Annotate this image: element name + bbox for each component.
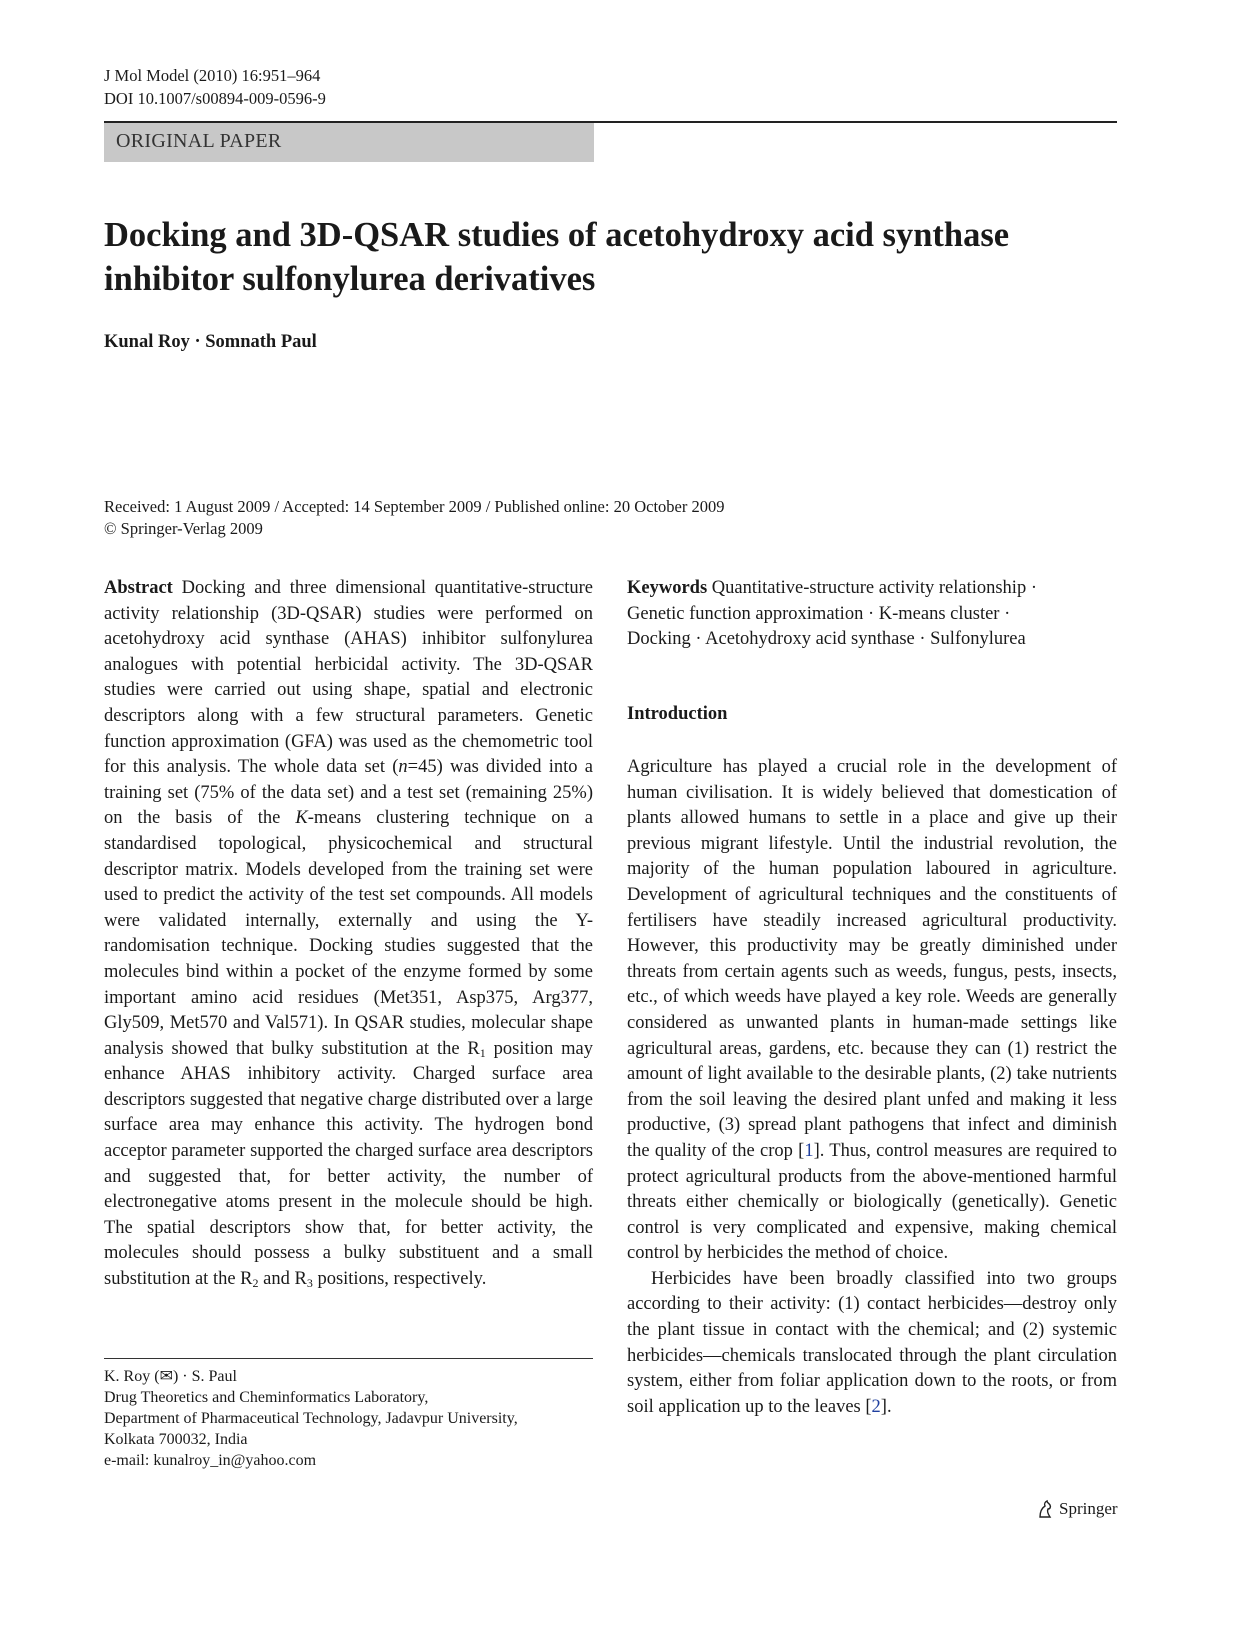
intro-text: ]. Thus, control measures are required to protect agricultural products from the above-mentioned harmful threats either chemically or biologically (genetically). Genetic control is very complicated and expensive, making chemical control by herbicides the method of choice. [627,1140,1118,1264]
affiliation-dept: Department of Pharmaceutical Technology, Jadavpur University, [104,1410,518,1427]
abstract-text: -means clustering technique on a standardised topological, physicochemical and structural descriptor matrix. Models developed from the training set were used to predict the activity of the test set compounds. All models were validated internally, externally and using the Y-randomisation technique. Docking studies suggested that the molecules bind within a pocket of the enzyme formed by some important amino acid residues (Met351, Asp375, Arg377, Gly509, Met570 and Val571). In QSAR studies, molecular shape analysis showed that bulky substitution at the R [104,808,594,1059]
author-2[interactable]: Somnath Paul [205,332,317,352]
keyword: Genetic function approximation [627,603,864,624]
keyword: Sulfonylurea [930,629,1026,650]
keyword: Docking [627,629,691,650]
keyword-separator: · [1004,603,1011,624]
abstract-text: position may enhance AHAS inhibitory activity. Charged surface area descriptors suggested that negative charge distributed over a large surface area may enhance this activity. The hydrogen bond acceptor parameter supported the charged surface area descriptors and suggested that, for better activity, the number of electronegative atoms present in the molecule should be high. The spatial descriptors show that, for better activity, the molecules should possess a bulky substituent and a small substitution at the R [104,1038,593,1290]
keyword-separator: · [919,629,926,650]
article-type-label: ORIGINAL PAPER [116,130,282,152]
abstract-text: =45) was divided into a training set (75% of the data set) and a test set (remaining 25%) on the basis of the [104,757,593,829]
keyword: Quantitative-structure activity relationship [711,578,1027,598]
abstract-n: n [398,757,408,778]
journal-doi: DOI 10.1007/s00894-009-0596-9 [104,89,326,108]
keyword-separator: · [867,603,875,624]
journal-citation: J Mol Model (2010) 16:951–964 [104,66,321,85]
abstract-text: and R [258,1269,307,1290]
date-line: Received: 1 August 2009 / Accepted: 14 September 2009 / Published online: 20 October 2009 [104,497,725,516]
affiliation-email[interactable]: e-mail: kunalroy_in@yahoo.com [104,1452,317,1469]
introduction-body [627,755,1117,1420]
keywords [627,576,1117,653]
reference-link[interactable]: 1 [804,1140,814,1161]
publication-dates [104,496,724,540]
author-1[interactable]: Kunal Roy [104,332,190,352]
intro-text: ]. [880,1396,892,1417]
abstract-k: K [295,808,308,829]
affiliation-names [104,1366,518,1387]
journal-info [104,64,326,110]
intro-text: Agriculture has played a crucial role in the development of human civilisation. It is widely believed that domestication of plants allowed humans to settle in a place and give up their previous migrant lifestyle. Until the industrial revolution, the majority of the human population laboured in agriculture. Development of agricultural techniques and the constituents of fertilisers have steadily increased agricultural productivity. However, this productivity may be greatly diminished under threats from certain agents such as weeds, fungus, pests, insects, etc., of which weeds have played a key role. Weeds are generally considered as unwanted plants in human-made settings like agricultural areas, gardens, etc. because they can (1) restrict the amount of light available to the desirable plants, (2) take nutrients from the soil leaving the desired plant unfed and making it less productive, (3) spread plant pathogens that infect and diminish the quality of the crop [ [627,757,1117,1161]
keyword: Acetohydroxy acid synthase [705,629,915,650]
author-affiliation [104,1366,518,1471]
article-type-banner [104,123,594,162]
intro-text: Herbicides have been broadly classified into two groups according to their activity: (1) contact herbicides—destroy only the plant tissue in contact with the chemical; and (2) systemic herbicides—chemicals translocated through the plant circulation system, either from foliar application down to the roots, or from soil application up to the leaves [ [627,1268,1117,1417]
abstract [104,576,593,1293]
keyword-separator: · [1030,578,1037,598]
keyword-separator: · [695,629,702,650]
abstract-text: Docking and three dimensional quantitative-structure activity relationship (3D-QSAR) studies were performed on acetohydroxy acid synthase (AHAS) inhibitor sulfonylurea analogues with potential herbicidal activity. The 3D-QSAR studies were carried out using shape, spatial and electronic descriptors along with a few structural parameters. Genetic function approximation (GFA) was used as the chemometric tool for this analysis. The whole data set ( [104,578,594,778]
subscript: 2 [252,1276,259,1291]
affiliation-lab: Drug Theoretics and Cheminformatics Laboratory, [104,1389,429,1406]
affiliation-name-text: ) · S. Paul [172,1368,237,1385]
keyword: K-means cluster [878,603,1000,624]
keywords-label: Keywords [627,578,708,598]
abstract-text: positions, respectively. [312,1269,487,1290]
paper-title: Docking and 3D-QSAR studies of acetohydroxy acid synthase inhibitor sulfonylurea derivatives [104,216,1010,298]
reference-link[interactable]: 2 [871,1396,881,1417]
publisher-logo [1036,1499,1118,1519]
introduction-paragraph-1 [627,755,1117,1267]
footnote-rule [104,1358,593,1359]
envelope-icon: ✉ [159,1368,173,1385]
authors [104,332,317,353]
affiliation-city: Kolkata 700032, India [104,1431,248,1448]
affiliation-name-text: K. Roy ( [104,1368,160,1385]
introduction-paragraph-2 [627,1267,1117,1421]
introduction-heading: Introduction [627,704,728,724]
abstract-label: Abstract [104,578,173,598]
subscript: 3 [306,1276,313,1291]
copyright-line: © Springer-Verlag 2009 [104,519,263,538]
publisher-name: Springer [1059,1499,1118,1518]
author-separator: · [194,332,201,352]
subscript: 1 [479,1045,486,1060]
springer-horse-icon [1036,1499,1054,1519]
